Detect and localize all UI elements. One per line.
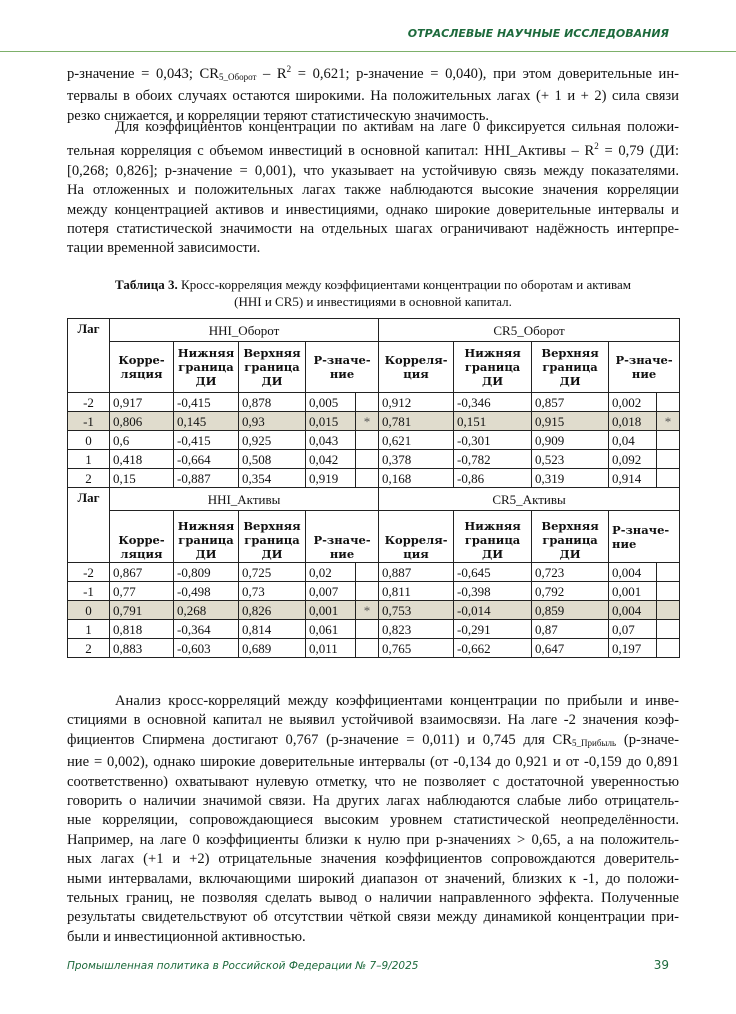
significance-star-cell: [356, 639, 379, 658]
upper-ci-cell: 0,87: [532, 620, 609, 639]
page-number: 39: [653, 958, 669, 972]
significance-star-cell: [657, 620, 680, 639]
paragraph-line: фициентов Спирмена достигают 0,767 (р-значение = 0,011) и 0,745 для $CR_{5\_Прибыль}$ (р-значе-: [67, 731, 679, 748]
p-value-cell: 0,197: [609, 639, 657, 658]
paragraph-line: стициями в основной капитал не выявил устойчивой взаимосвязи. На лаге -2 значения коэф-: [67, 712, 679, 729]
significance-star-cell: [657, 393, 680, 412]
column-header-upper: Верхняя граница ДИ: [532, 342, 609, 393]
group-header-right: CR5_Оборот: [379, 319, 680, 342]
significance-star-cell: [356, 450, 379, 469]
lower-ci-cell: -0,014: [454, 601, 532, 620]
upper-ci-cell: 0,354: [239, 469, 306, 488]
p-value-cell: 0,011: [306, 639, 356, 658]
p-value-cell: 0,092: [609, 450, 657, 469]
lag-cell: -2: [68, 393, 110, 412]
correlation-cell: 0,811: [379, 582, 454, 601]
p-value-cell: 0,004: [609, 601, 657, 620]
lag-cell: 0: [68, 601, 110, 620]
lower-ci-cell: -0,809: [174, 563, 239, 582]
lower-ci-cell: -0,782: [454, 450, 532, 469]
p-value-cell: 0,002: [609, 393, 657, 412]
footer-journal-title: Промышленная политика в Российской Федерации № 7–9/2025: [67, 960, 419, 972]
column-header-p: Р-значе-ние: [609, 342, 680, 393]
paragraph-line: соответственно) охватывают нулевую отметку, что не позволяет с достаточной уверенностью: [67, 773, 679, 790]
paragraph-assets: [67, 118, 679, 259]
lower-ci-cell: -0,291: [454, 620, 532, 639]
column-header-p: Р-значе-ние: [306, 342, 379, 393]
correlation-cell: 0,168: [379, 469, 454, 488]
column-header-lower: Нижняя граница ДИ: [174, 342, 239, 393]
correlation-cell: 0,418: [110, 450, 174, 469]
p-value-cell: 0,914: [609, 469, 657, 488]
p-value-cell: 0,007: [306, 582, 356, 601]
lower-ci-cell: -0,415: [174, 393, 239, 412]
lower-ci-cell: -0,415: [174, 431, 239, 450]
paragraph-line: тервалы в обоих случаях остаются широкими. На положительных лагах (+ 1 и + 2) сила связи: [67, 88, 679, 105]
lag-cell: 1: [68, 450, 110, 469]
upper-ci-cell: 0,73: [239, 582, 306, 601]
paragraph-line: были и инвестиционной активностью.: [67, 928, 306, 945]
p-value-cell: 0,015: [306, 412, 356, 431]
table-row: [68, 450, 680, 469]
lower-ci-cell: -0,887: [174, 469, 239, 488]
lag-cell: 1: [68, 620, 110, 639]
group-header-left: HHI_Активы: [110, 488, 379, 511]
correlation-cell: 0,867: [110, 563, 174, 582]
upper-ci-cell: 0,647: [532, 639, 609, 658]
table-row: [68, 393, 680, 412]
upper-ci-cell: 0,792: [532, 582, 609, 601]
column-header-upper: Верхняя граница ДИ: [532, 511, 609, 563]
table-group-header-row: [68, 319, 680, 342]
column-header-corr_a: Корре-ляция: [110, 342, 174, 393]
upper-ci-cell: 0,725: [239, 563, 306, 582]
p-value-cell: 0,001: [306, 601, 356, 620]
significance-star-cell: [356, 563, 379, 582]
significance-star-cell: [657, 582, 680, 601]
paragraph-line: резко снижается, и корреляции теряют статистическую значимость.: [67, 107, 490, 124]
table-caption-label: Таблица 3.: [114, 277, 178, 292]
correlation-cell: 0,806: [110, 412, 174, 431]
table-group-header-row: [68, 488, 680, 511]
table-subheader-row: [68, 342, 680, 393]
paragraph-line: тельная корреляция с объемом инвестиций в основной капитал: HHI_Активы – $R^2 = 0,79$ (ДИ:: [67, 141, 679, 160]
header-divider: [0, 51, 736, 52]
table-row: [68, 601, 680, 620]
significance-star-cell: [356, 393, 379, 412]
lag-header: Лаг: [68, 488, 110, 563]
paragraph-line: тельных границ, не позволяя сделать вывод о наличии направленного эффекта. Полученные: [67, 890, 679, 907]
column-header-p: Р-значе-ние: [306, 511, 379, 563]
upper-ci-cell: 0,523: [532, 450, 609, 469]
table-row: [68, 431, 680, 450]
lower-ci-cell: -0,86: [454, 469, 532, 488]
significance-star-cell: [356, 620, 379, 639]
paragraph-line: [0,268; 0,826]; р-значение = 0,001), что указывает на устойчивую связь между показателями.: [67, 162, 679, 179]
significance-star-cell: [657, 639, 680, 658]
upper-ci-cell: 0,878: [239, 393, 306, 412]
paragraph-line: между концентрацией активов и инвестициями, однако широкие доверительные интервалы и: [67, 201, 679, 218]
correlation-cell: 0,6: [110, 431, 174, 450]
significance-star-cell: *: [356, 601, 379, 620]
table-row: [68, 639, 680, 658]
correlation-cell: 0,791: [110, 601, 174, 620]
column-header-corr_a: Корре-ляция: [110, 511, 174, 563]
table-subheader-row: [68, 511, 680, 563]
paragraph-line: На отложенных и положительных лагах также наблюдаются высокие значения корреляции: [67, 182, 679, 199]
p-value-cell: 0,018: [609, 412, 657, 431]
lag-cell: 2: [68, 639, 110, 658]
lower-ci-cell: -0,364: [174, 620, 239, 639]
upper-ci-cell: 0,93: [239, 412, 306, 431]
paragraph-line: говорить о наличии значимой связи. На других лагах наблюдаются слабые либо отрицатель-: [67, 793, 679, 810]
significance-star-cell: [657, 601, 680, 620]
paragraph-line: Например, на лаге 0 коэффициенты близки к нулю при р-значениях > 0,65, а на положитель-: [67, 831, 679, 848]
correlation-cell: 0,15: [110, 469, 174, 488]
running-header-section-title: ОТРАСЛЕВЫЕ НАУЧНЫЕ ИССЛЕДОВАНИЯ: [407, 27, 669, 40]
p-value-cell: 0,919: [306, 469, 356, 488]
paragraph-profit: [67, 692, 679, 947]
significance-star-cell: [657, 431, 680, 450]
p-value-cell: 0,005: [306, 393, 356, 412]
correlation-cell: 0,823: [379, 620, 454, 639]
paragraph-line: р-значение = 0,043; $CR_{5\_Оборот} - R^2 = 0,621$; р-значение = 0,040), при этом доверительные ин-: [67, 64, 680, 82]
upper-ci-cell: 0,723: [532, 563, 609, 582]
column-header-lower: Нижняя граница ДИ: [174, 511, 239, 563]
upper-ci-cell: 0,925: [239, 431, 306, 450]
lag-cell: -2: [68, 563, 110, 582]
correlation-cell: 0,781: [379, 412, 454, 431]
paragraph-line: ных лагах (+1 и +2) отрицательные значения коэффициентов сопровождаются доверитель-: [67, 851, 679, 868]
significance-star-cell: [356, 431, 379, 450]
paragraph-line: результаты свидетельствуют об отсутствии чёткой связи между динамикой концентрации при-: [67, 909, 679, 926]
correlation-cell: 0,378: [379, 450, 454, 469]
paragraph-line: Для коэффициентов концентрации по активам на лаге 0 фиксируется сильная положи-: [115, 119, 679, 135]
paragraph-line: ные корреляции, сопровождающиеся высоким уровнем статистической неопределённости.: [67, 812, 679, 829]
significance-star-cell: [356, 582, 379, 601]
lag-cell: 0: [68, 431, 110, 450]
lag-cell: -1: [68, 412, 110, 431]
lower-ci-cell: 0,145: [174, 412, 239, 431]
p-value-cell: 0,02: [306, 563, 356, 582]
correlation-cell: 0,77: [110, 582, 174, 601]
significance-star-cell: [356, 469, 379, 488]
correlation-cell: 0,917: [110, 393, 174, 412]
p-value-cell: 0,043: [306, 431, 356, 450]
lower-ci-cell: -0,603: [174, 639, 239, 658]
upper-ci-cell: 0,826: [239, 601, 306, 620]
correlation-cell: 0,621: [379, 431, 454, 450]
lower-ci-cell: -0,645: [454, 563, 532, 582]
paragraph-line: потеря статистической значимости на отдельных шагах ограничивают надёжность интерпре-: [67, 221, 679, 238]
upper-ci-cell: 0,319: [532, 469, 609, 488]
upper-ci-cell: 0,814: [239, 620, 306, 639]
paragraph-line: ными интервалами, включающими широкий диапазон от значений, близких к -1, до положи-: [67, 870, 679, 887]
column-header-p: Р-значе-ние: [609, 511, 680, 563]
lower-ci-cell: -0,662: [454, 639, 532, 658]
lag-cell: -1: [68, 582, 110, 601]
lag-header: Лаг: [68, 319, 110, 393]
correlation-cell: 0,765: [379, 639, 454, 658]
paragraph-line: Анализ кросс-корреляций между коэффициентами концентрации по прибыли и инве-: [115, 693, 679, 709]
cross-correlation-table: [67, 318, 680, 658]
p-value-cell: 0,042: [306, 450, 356, 469]
paragraph-line: тации временной зависимости.: [67, 240, 261, 257]
lag-cell: 2: [68, 469, 110, 488]
upper-ci-cell: 0,909: [532, 431, 609, 450]
group-header-left: HHI_Оборот: [110, 319, 379, 342]
table-caption: Таблица 3. Кросс-корреляция между коэффициентами концентрации по оборотам и активам (HHI и CR5) и инвестициями в основной капитал.: [114, 277, 632, 309]
lower-ci-cell: -0,301: [454, 431, 532, 450]
lower-ci-cell: -0,346: [454, 393, 532, 412]
column-header-lower: Нижняя граница ДИ: [454, 342, 532, 393]
column-header-upper: Верхняя граница ДИ: [239, 511, 306, 563]
p-value-cell: 0,001: [609, 582, 657, 601]
table-row: [68, 469, 680, 488]
upper-ci-cell: 0,857: [532, 393, 609, 412]
column-header-upper: Верхняя граница ДИ: [239, 342, 306, 393]
significance-star-cell: [657, 563, 680, 582]
lower-ci-cell: 0,268: [174, 601, 239, 620]
correlation-cell: 0,887: [379, 563, 454, 582]
upper-ci-cell: 0,859: [532, 601, 609, 620]
table-row: [68, 620, 680, 639]
significance-star-cell: *: [657, 412, 680, 431]
correlation-cell: 0,912: [379, 393, 454, 412]
paragraph-line: ние = 0,002), однако широкие доверительные интервалы (от -0,134 до 0,921 и от -0,159 до 0,891: [67, 754, 679, 771]
significance-star-cell: [657, 469, 680, 488]
p-value-cell: 0,061: [306, 620, 356, 639]
column-header-lower: Нижняя граница ДИ: [454, 511, 532, 563]
column-header-corr_b: Корреля-ция: [379, 342, 454, 393]
upper-ci-cell: 0,915: [532, 412, 609, 431]
p-value-cell: 0,004: [609, 563, 657, 582]
lower-ci-cell: -0,498: [174, 582, 239, 601]
group-header-right: CR5_Активы: [379, 488, 680, 511]
correlation-cell: 0,818: [110, 620, 174, 639]
upper-ci-cell: 0,689: [239, 639, 306, 658]
upper-ci-cell: 0,508: [239, 450, 306, 469]
table-row: [68, 563, 680, 582]
correlation-cell: 0,753: [379, 601, 454, 620]
lower-ci-cell: -0,664: [174, 450, 239, 469]
paragraph-top: [67, 60, 679, 126]
significance-star-cell: [657, 450, 680, 469]
p-value-cell: 0,07: [609, 620, 657, 639]
p-value-cell: 0,04: [609, 431, 657, 450]
lower-ci-cell: 0,151: [454, 412, 532, 431]
table-row: [68, 582, 680, 601]
lower-ci-cell: -0,398: [454, 582, 532, 601]
significance-star-cell: *: [356, 412, 379, 431]
table-row: [68, 412, 680, 431]
column-header-corr_b: Корреля-ция: [379, 511, 454, 563]
correlation-cell: 0,883: [110, 639, 174, 658]
